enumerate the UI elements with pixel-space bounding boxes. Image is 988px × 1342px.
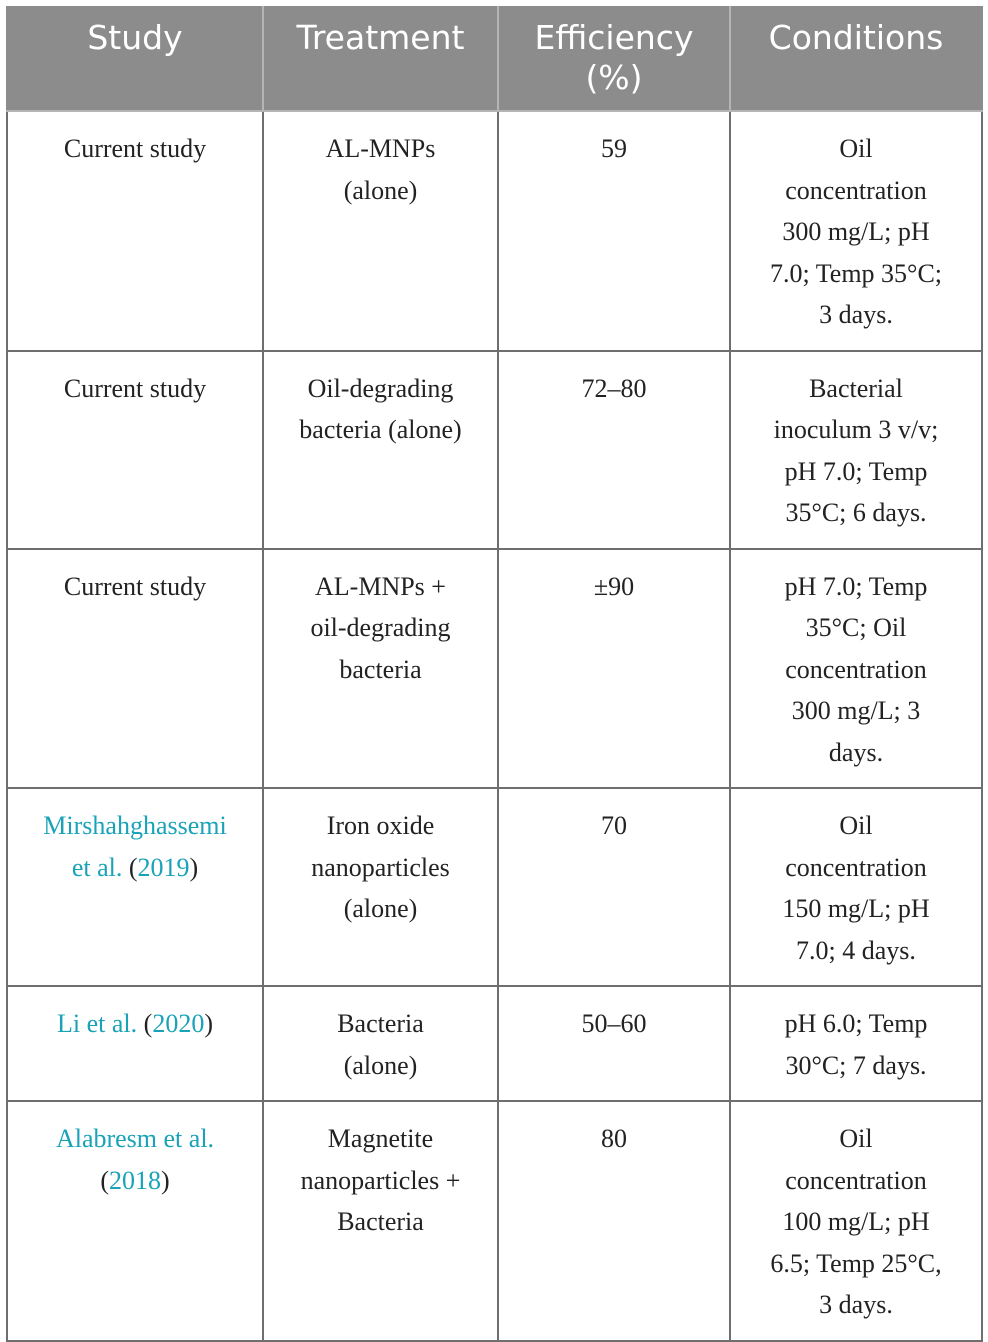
- cell-treatment: [263, 788, 498, 986]
- conditions-line: 100 mg/L; pH: [782, 1207, 930, 1236]
- cell-treatment: [263, 351, 498, 549]
- efficiency-value: 72–80: [581, 373, 647, 403]
- citation-paren-open: (: [100, 1165, 109, 1195]
- conditions-line: 300 mg/L; 3: [791, 696, 921, 725]
- citation-paren-open: (: [143, 1009, 153, 1038]
- citation-author-link[interactable]: Alabresm et al.: [55, 1124, 215, 1153]
- conditions-line: concentration: [785, 1165, 927, 1195]
- cell-conditions: [730, 549, 982, 789]
- citation-author-link[interactable]: Mirshahghassemi: [43, 811, 227, 840]
- cell-treatment: [263, 1101, 498, 1341]
- cell-efficiency: [498, 1101, 730, 1341]
- conditions-line: 7.0; 4 days.: [796, 935, 916, 965]
- header-study-label: Study: [87, 18, 183, 57]
- cell-conditions: [730, 788, 982, 986]
- conditions-line: 35°C; 6 days.: [785, 498, 927, 527]
- treatment-line: Bacteria: [337, 1009, 424, 1038]
- cell-study: [7, 111, 263, 351]
- conditions-line: 150 mg/L; pH: [782, 894, 930, 923]
- cell-conditions: [730, 111, 982, 351]
- conditions-line: 300 mg/L; pH: [782, 217, 930, 246]
- conditions-line: 3 days.: [819, 1290, 893, 1319]
- cell-treatment: [263, 986, 498, 1101]
- treatment-line: nanoparticles: [311, 852, 450, 882]
- cell-efficiency: [498, 351, 730, 549]
- citation-paren-close: ): [161, 1165, 170, 1195]
- treatment-line: nanoparticles +: [300, 1165, 461, 1195]
- treatment-line: (alone): [343, 894, 418, 923]
- cell-efficiency: [498, 986, 730, 1101]
- cell-study: [7, 351, 263, 549]
- treatment-line: AL-MNPs +: [315, 571, 446, 601]
- comparison-table-container: [6, 6, 981, 1342]
- treatment-line: bacteria (alone): [299, 415, 462, 444]
- header-efficiency: [498, 7, 730, 111]
- cell-conditions: [730, 986, 982, 1101]
- efficiency-value: 50–60: [581, 1009, 647, 1038]
- header-efficiency-unit: (%): [585, 58, 643, 97]
- header-conditions-label: Conditions: [768, 18, 944, 57]
- efficiency-value: 70: [601, 811, 627, 840]
- header-treatment: [263, 7, 498, 111]
- efficiency-value: 59: [601, 134, 627, 163]
- cell-study: [7, 549, 263, 789]
- cell-efficiency: [498, 549, 730, 789]
- conditions-line: Bacterial: [809, 373, 903, 403]
- treatment-line: Bacteria: [337, 1207, 424, 1236]
- header-conditions: [730, 7, 982, 111]
- header-efficiency-label: Efficiency: [534, 18, 694, 57]
- treatment-line: bacteria: [339, 654, 422, 684]
- cell-study: [7, 986, 263, 1101]
- citation-paren-close: ): [204, 1009, 213, 1038]
- citation-paren-open: (: [128, 852, 138, 882]
- citation-year-link[interactable]: 2019: [137, 852, 190, 882]
- citation-paren-close: ): [189, 852, 199, 882]
- header-study: [7, 7, 263, 111]
- conditions-line: pH 7.0; Temp: [784, 571, 928, 601]
- citation-author-link[interactable]: Li et al.: [57, 1009, 138, 1038]
- citation-year-link[interactable]: 2020: [152, 1009, 205, 1038]
- conditions-line: 35°C; Oil: [805, 613, 907, 642]
- conditions-line: Oil: [839, 811, 873, 840]
- table-row: [7, 788, 982, 986]
- efficiency-value: ±90: [593, 571, 635, 601]
- study-text: Current study: [63, 134, 207, 163]
- treatment-line: Magnetite: [327, 1124, 434, 1153]
- treatment-line: Iron oxide: [326, 811, 435, 840]
- table-row: [7, 351, 982, 549]
- treatment-line: oil-degrading: [310, 613, 451, 642]
- cell-conditions: [730, 1101, 982, 1341]
- cell-conditions: [730, 351, 982, 549]
- study-text: Current study: [63, 571, 207, 601]
- conditions-line: 6.5; Temp 25°C,: [770, 1248, 942, 1278]
- conditions-line: days.: [828, 737, 884, 767]
- conditions-line: pH 6.0; Temp: [784, 1009, 928, 1038]
- comparison-table: [6, 6, 983, 1342]
- efficiency-value: 80: [601, 1124, 627, 1153]
- conditions-line: 7.0; Temp 35°C;: [769, 258, 943, 288]
- conditions-line: concentration: [785, 175, 927, 205]
- table-row: [7, 111, 982, 351]
- treatment-line: (alone): [343, 175, 418, 205]
- table-row: [7, 1101, 982, 1341]
- cell-study: [7, 788, 263, 986]
- header-treatment-label: Treatment: [296, 18, 465, 57]
- conditions-line: concentration: [785, 654, 927, 684]
- conditions-line: concentration: [785, 852, 927, 882]
- cell-treatment: [263, 549, 498, 789]
- conditions-line: 30°C; 7 days.: [785, 1050, 927, 1080]
- treatment-line: (alone): [343, 1050, 418, 1080]
- conditions-line: Oil: [839, 134, 873, 163]
- cell-efficiency: [498, 788, 730, 986]
- conditions-line: inoculum 3 v/v;: [773, 415, 939, 444]
- citation-author-link[interactable]: et al.: [71, 852, 123, 882]
- cell-efficiency: [498, 111, 730, 351]
- table-header-row: [7, 7, 982, 111]
- table-row: [7, 549, 982, 789]
- conditions-line: pH 7.0; Temp: [784, 456, 928, 486]
- citation-year-link[interactable]: 2018: [109, 1165, 161, 1195]
- table-row: [7, 986, 982, 1101]
- cell-study: [7, 1101, 263, 1341]
- treatment-line: AL-MNPs: [325, 134, 436, 163]
- cell-treatment: [263, 111, 498, 351]
- conditions-line: 3 days.: [819, 300, 893, 329]
- study-text: Current study: [63, 373, 207, 403]
- conditions-line: Oil: [839, 1124, 873, 1153]
- treatment-line: Oil-degrading: [307, 373, 454, 403]
